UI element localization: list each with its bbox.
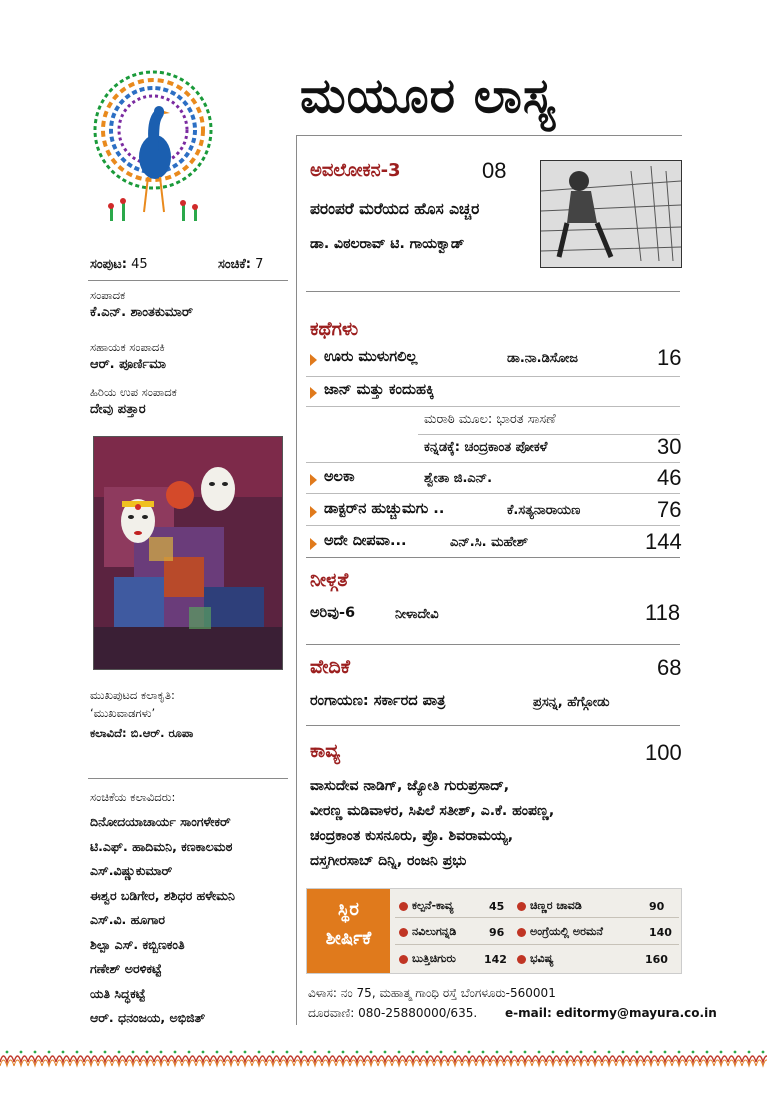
poets-line: ದಸ್ತಗೀರಸಾಬ್ ದಿನ್ನಿ, ರಂಜನಿ ಪ್ರಭು [310,853,467,869]
artist-line: ದಿನೋದಯಾಚಾರ್ಯ ಸಾಂಗಳೇಕರ್ [90,814,231,829]
phone-label: ದೂರವಾಣಿ: [308,1006,355,1020]
poets-line: ಚಂದ್ರಕಾಂತ ಕುಸನೂರು, ಪ್ರೊ. ಶಿವರಾಮಯ್ಯ, [310,828,514,844]
artist-line: ಈಶ್ವರ ಬಡಿಗೇರ, ಶಶಿಧರ ಹಳೇಮನಿ [90,887,235,903]
story-title: ಅಲಕಾ [324,469,355,485]
address-text: ನಂ 75, ಮಹಾತ್ಮ ಗಾಂಧಿ ರಸ್ತೆ ಬೆಂಗಳೂರು-560001 [340,986,556,1000]
row-divider [418,434,680,435]
story-translator: ಕನ್ನಡಕ್ಕೆ: ಚಂದ್ರಕಾಂತ ಪೋಕಳೆ [424,440,548,455]
forum-page: 68 [657,655,682,680]
artist-line: ಶಿಲ್ಪಾ ಎಸ್. ಕಬ್ಬಿಣಕಂತಿ [90,936,185,952]
column-page: 45 [489,900,505,913]
row-divider [306,376,680,377]
story-author: ಡಾ.ನಾ.ಡಿಸೋಜ [507,351,578,366]
regular-columns-box [306,888,682,974]
senior-editor-name: ದೇವು ಪತ್ತಾರ [90,402,146,417]
issue-value: 7 [255,257,264,272]
artist-line: ಗಣೇಶ್ ಅರಳಿಕಟ್ಟೆ [90,961,162,976]
artists-list [90,810,235,1031]
story-author: ಎನ್.ಸಿ. ಮಹೇಶ್ [450,535,529,550]
artist-line: ಆರ್. ಧನಂಜಯ, ಅಭಿಜಿತ್ [90,1010,206,1025]
story-page: 16 [657,345,682,370]
story-title: ಅದೇ ದೀಪವಾ... [324,533,407,549]
cover-caption: ಮುಖಪುಟದ ಕಲಾಕೃತಿ: [90,688,175,702]
artists-heading: ಸಂಚಿಕೆಯ ಕಲಾವಿದರು: [90,790,176,804]
review-sketch [540,160,682,268]
magazine-title: ಮಯೂರ ಲಾಸ್ಯ [300,68,556,124]
box-divider [395,917,679,918]
forum-authors: ಪ್ರಸನ್ನ, ಹೆಗ್ಗೋಡು [533,695,610,710]
review-title: ಪರಂಪರೆ ಮರೆಯದ ಹೊಸ ಎಚ್ಚರ [310,200,480,218]
story-title: ಜಾನ್ ಮತ್ತು ಕಂದುಹಕ್ಕಿ [324,382,435,398]
cover-artist: ಕಲಾವಿದೆ: ಬಿ.ಆರ್. ರೂಪಾ [90,726,194,740]
poets-line: ವೀರಣ್ಣ ಮಡಿವಾಳರ, ಸಿಪಿಲೆ ಸತೀಶ್, ಎ.ಕೆ. ಹಂಪಣ್ಣ, [310,803,555,819]
column-page: 90 [649,900,665,913]
title-divider [296,135,682,136]
volume-label: ಸಂಪುಟ: [90,257,127,272]
editor-role: ಸಂಪಾದಕ [90,288,126,302]
issue-info [218,257,263,272]
column-page: 160 [645,953,668,966]
column-page: 140 [649,926,672,939]
column-name: ನವಿಲುಗನ್ನಡಿ [412,925,457,938]
poetry-page: 100 [645,740,682,765]
story-page: 144 [645,529,682,554]
phone-line [308,1006,477,1021]
regular-columns-label [307,889,390,973]
story-marker [310,384,317,403]
artist-line: ಯತಿ ಸಿದ್ಧಕಟ್ಟೆ [90,985,146,1001]
story-page: 30 [657,434,682,459]
volume-value: 45 [131,257,148,272]
forum-title: ರಂಗಾಯಣ: ಸರ್ಕಾರದ ಪಾತ್ರ [310,693,446,709]
story-title: ಡಾಕ್ಟರ್‌ನ ಹುಚ್ಚುಮಗು .. [324,501,445,517]
column-name: ಚಿಣ್ಣರ ಚಾವಡಿ [530,899,582,912]
story-marker [310,535,317,554]
poetry-heading: ಕಾವ್ಯ [310,740,341,762]
section-divider-3 [306,644,680,645]
box-divider [395,944,679,945]
review-heading: ಅವಲೋಕನ-3 [310,160,401,181]
novella-author: ನೀಳಾದೇವಿ [395,607,439,622]
email-address[interactable]: editormy@mayura.co.in [555,1006,717,1020]
row-divider [306,493,680,494]
issue-label: ಸಂಚಿಕೆ: [218,257,251,272]
address-label: ವಿಳಾಸ: [308,986,337,1000]
senior-editor-role: ಹಿರಿಯ ಉಪ ಸಂಪಾದಕ [90,385,177,399]
story-title: ಊರು ಮುಳುಗಲಿಲ್ಲ [324,349,418,365]
stories-heading: ಕಥೆಗಳು [310,318,359,340]
novella-heading: ನೀಳ್ಗತೆ [310,569,349,591]
regular-label-line1: ಸ್ಥಿರ [338,899,359,920]
left-divider-2 [88,778,288,779]
decorative-border [0,1042,767,1072]
peacock-logo [88,62,218,232]
story-marker [310,471,317,490]
column-name: ಭವಿಷ್ಯ [530,952,554,965]
row-divider [306,462,680,463]
column-entry [517,925,603,939]
section-divider-1 [306,291,680,292]
review-page: 08 [482,158,507,183]
column-entry [517,952,554,966]
story-page: 76 [657,497,682,522]
review-author: ಡಾ. ವಿಠಲರಾವ್ ಟಿ. ಗಾಯಕ್ವಾಡ್ [310,236,465,252]
novella-page: 118 [645,600,681,625]
column-page: 142 [484,953,507,966]
phone-number: 080-25880000/635. [358,1006,478,1020]
artist-line: ಟಿ.ಎಫ್. ಹಾದಿಮನಿ, ಕಣಕಾಲಮಠ [90,838,233,854]
column-name: ಕಲ್ಪನೆ-ಕಾವ್ಯ [412,899,454,912]
column-page: 96 [489,926,505,939]
column-name: ಬುತ್ತಿಚಿಗುರು [412,952,456,965]
story-marker [310,351,317,370]
column-name: ಅಂಗ್ರೆಯಲ್ಲಿ ಅರಮನೆ [530,925,603,938]
email-line [505,1006,717,1020]
cover-title: ‘ಮುಖವಾಡಗಳು’ [90,706,156,720]
regular-label-line2: ಶೀರ್ಷಿಕೆ [325,928,372,949]
address-line [308,986,556,1001]
editor-name: ಕೆ.ಎನ್. ಶಾಂತಕುಮಾರ್ [90,305,193,320]
row-divider [306,525,680,526]
section-divider-4 [306,725,680,726]
artist-line: ಎಸ್.ವಿ. ಹೂಗಾರ [90,912,166,927]
email-label: e-mail: [505,1006,552,1020]
column-divider [296,135,297,1025]
story-marker [310,503,317,522]
column-entry [399,899,453,913]
forum-heading: ವೇದಿಕೆ [310,656,351,678]
asst-editor-role: ಸಹಾಯಕ ಸಂಪಾದಕಿ [90,340,165,354]
row-divider [306,406,680,407]
story-page: 46 [657,465,682,490]
poets-line: ವಾಸುದೇವ ನಾಡಿಗ್, ಜ್ಯೋತಿ ಗುರುಪ್ರಸಾದ್, [310,778,510,794]
story-author: ಶ್ವೇತಾ ಜಿ.ಎನ್. [424,471,493,486]
story-origin: ಮರಾಠಿ ಮೂಲ: ಭಾರತ ಸಾಸಣೆ [424,412,556,427]
story-author: ಕೆ.ಸತ್ಯನಾರಾಯಣ [507,503,581,518]
novella-title: ಅರಿವು-6 [310,605,356,621]
column-entry [517,899,582,913]
section-divider-2 [306,557,680,558]
column-entry [399,925,456,939]
poets-list [310,774,554,874]
column-entry [399,952,456,966]
artist-line: ಎಸ್.ವಿಷ್ಣುಕುಮಾರ್ [90,863,173,878]
cover-painting [93,436,283,670]
volume-info [90,257,148,272]
asst-editor-name: ಆರ್. ಪೂರ್ಣಿಮಾ [90,357,167,372]
left-divider-1 [88,280,288,281]
